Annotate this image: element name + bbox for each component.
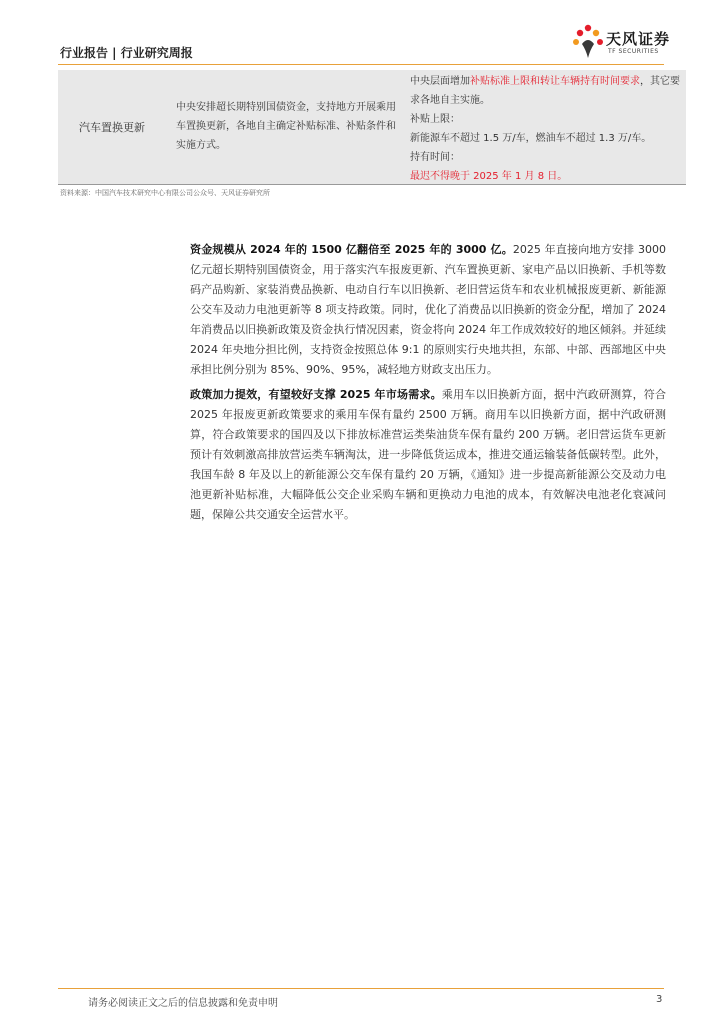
highlight-text: 补贴标准上限和转让车辆持有时间要求 — [470, 76, 640, 87]
paragraph-body: 2025 年直接向地方安排 3000 亿元超长期特别国债资金，用于落实汽车报废更新、汽车置换更新、家电产品以旧换新、手机等数码产品购新、家装消费品换新、电动自行车以旧换新、老旧营运货车和农业机械报废更新、新能源公交车及动力电池更新等 8 项支持政策。同时，优化了消费品以旧换新的资金分配，增加了 2024 年消费品以旧换新政策及资金执行情况因素，资金将向 2024 年工作成效较好的地区倾斜。并延续 2024 年央地分担比例，支持资金按照总体 9:1 的原则实行央地共担，东部、中部、西部地区中央承担比例分别为 85%、90%、95%，减轻地方财政支出压力。 — [190, 243, 666, 376]
detail-line-1: 中央层面增加补贴标准上限和转让车辆持有时间要求，其它要求各地自主实施。 — [410, 76, 680, 106]
logo-mark-icon — [570, 22, 606, 62]
detail-line-5: 最迟不得晚于 2025 年 1 月 8 日。 — [410, 171, 568, 182]
company-logo — [570, 22, 680, 62]
footer-disclaimer: 请务必阅读正文之后的信息披露和免责申明 — [88, 998, 278, 1009]
paragraph-lead: 政策加力提效，有望较好支撑 2025 年市场需求。 — [190, 388, 442, 401]
table-bottom-rule — [58, 184, 686, 185]
policy-name-cell: 汽车置换更新 — [79, 121, 145, 134]
header-divider — [58, 64, 664, 65]
logo-name-cn: 天风证券 — [606, 30, 671, 48]
paragraph-body: 乘用车以旧换新方面，据中汽政研测算，符合 2025 年报废更新政策要求的乘用车保有量约 2500 万辆。商用车以旧换新方面，据中汽政研测算，符合政策要求的国四及以下排放标准营运类柴油货车保有量约 200 万辆。老旧营运货车更新预计有效刺激高排放营运类车辆淘汰，进一步降低货运成本，推进交通运输装备低碳转型。此外，我国车龄 8 年及以上的新能源公交车保有量约 20 万辆，《通知》进一步提高新能源公交及动力电池更新补贴标准，大幅降低公交企业采购车辆和更换动力电池的成本，有效解决电池老化衰减问题，保障公共交通安全运营水平。 — [190, 388, 666, 521]
policy-table-row — [58, 70, 686, 184]
footer-divider — [58, 988, 664, 989]
logo-name-en: TF SECURITIES — [608, 48, 659, 55]
detail-line-3: 新能源车不超过 1.5 万/车，燃油车不超过 1.3 万/车。 — [410, 133, 652, 144]
detail-line-4: 持有时间： — [410, 152, 460, 163]
detail-line-2: 补贴上限： — [410, 114, 460, 125]
policy-detail-cell — [410, 72, 680, 186]
source-note: 资料来源：中国汽车技术研究中心有限公司公众号、天风证券研究所 — [60, 189, 270, 197]
paragraph-fund-scale — [190, 240, 666, 380]
paragraph-lead: 资金规模从 2024 年的 1500 亿翻倍至 2025 年的 3000 亿。 — [190, 243, 513, 256]
report-header-title: 行业报告 | 行业研究周报 — [60, 46, 193, 60]
policy-description-cell: 中央安排超长期特别国债资金，支持地方开展乘用车置换更新，各地自主确定补贴标准、补贴条件和实施方式。 — [176, 102, 396, 151]
paragraph-policy-effect — [190, 385, 666, 525]
page-number: 3 — [656, 994, 663, 1005]
